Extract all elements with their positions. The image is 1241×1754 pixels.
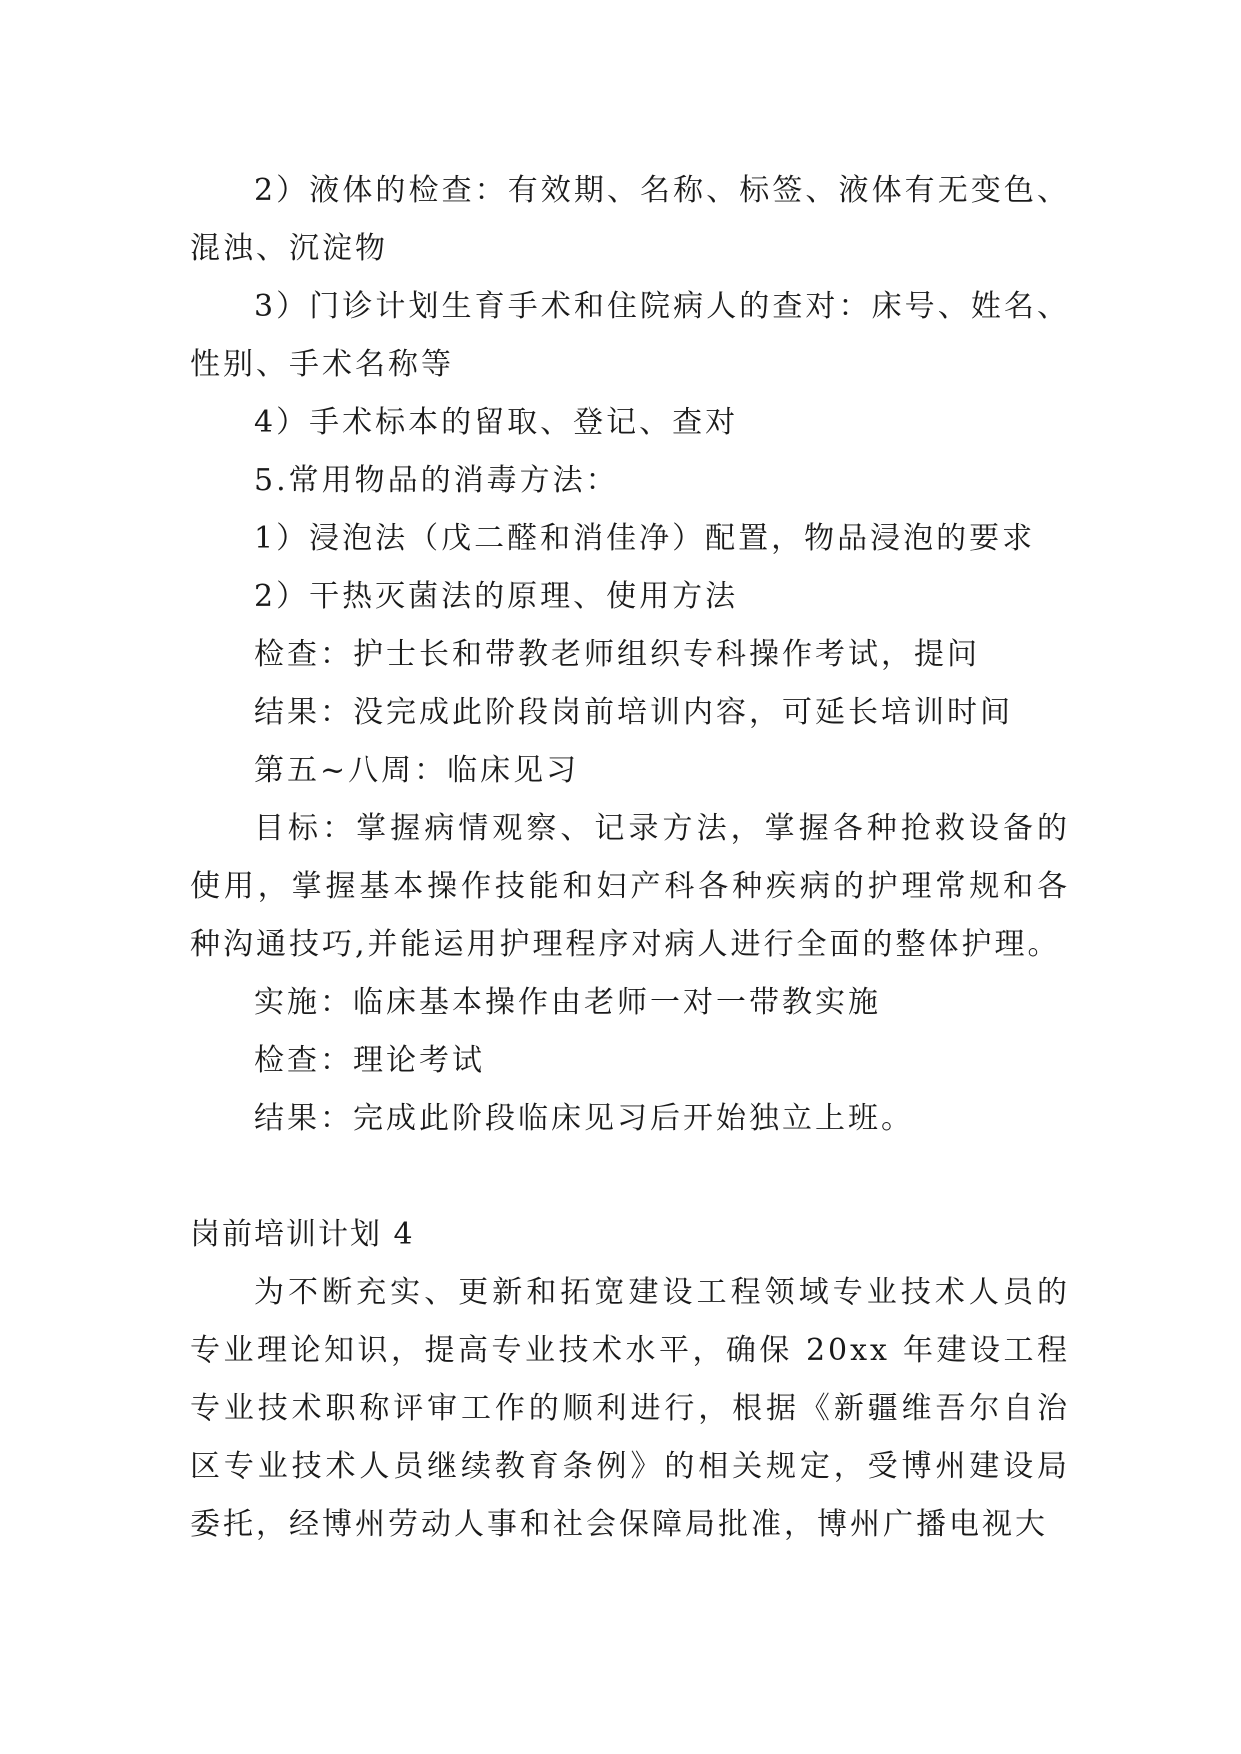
paragraph-liquid-check: 2）液体的检查：有效期、名称、标签、液体有无变色、混浊、沉淀物 [190,173,1070,266]
document-body [190,162,1070,1554]
paragraph-result-1: 结果：没完成此阶段岗前培训内容，可延长培训时间 [254,695,1013,730]
paragraph-inspection-1: 检查：护士长和带教老师组织专科操作考试，提问 [254,637,980,672]
section-gap [190,1148,1070,1206]
paragraph-implementation: 实施：临床基本操作由老师一对一带教实施 [254,985,881,1020]
paragraph-soaking-method: 1）浸泡法（戊二醛和消佳净）配置，物品浸泡的要求 [254,521,1036,556]
section-heading: 岗前培训计划 4 [190,1217,415,1252]
paragraph-disinfection-title: 5.常用物品的消毒方法： [254,463,619,498]
paragraph-dry-heat-method: 2）干热灭菌法的原理、使用方法 [254,579,739,614]
paragraph-goal: 目标：掌握病情观察、记录方法，掌握各种抢救设备的使用，掌握基本操作技能和妇产科各种疾病的护理常规和各种沟通技巧,并能运用护理程序对病人进行全面的整体护理。 [190,811,1070,962]
paragraph-specimen-check: 4）手术标本的留取、登记、查对 [254,405,739,440]
paragraph-result-2: 结果：完成此阶段临床见习后开始独立上班。 [254,1101,914,1136]
paragraph-inspection-2: 检查：理论考试 [254,1043,485,1078]
paragraph-training-intro: 为不断充实、更新和拓宽建设工程领域专业技术人员的专业理论知识，提高专业技术水平，确保 20xx 年建设工程专业技术职称评审工作的顺利进行，根据《新疆维吾尔自治区专业技术人员继续教育条例》的相关规定，受博州建设局委托，经博州劳动人事和社会保障局批准，博州广播电视大 [190,1275,1070,1542]
paragraph-week-5-8: 第五~八周：临床见习 [254,753,580,788]
paragraph-patient-check: 3）门诊计划生育手术和住院病人的查对：床号、姓名、性别、手术名称等 [190,289,1070,382]
